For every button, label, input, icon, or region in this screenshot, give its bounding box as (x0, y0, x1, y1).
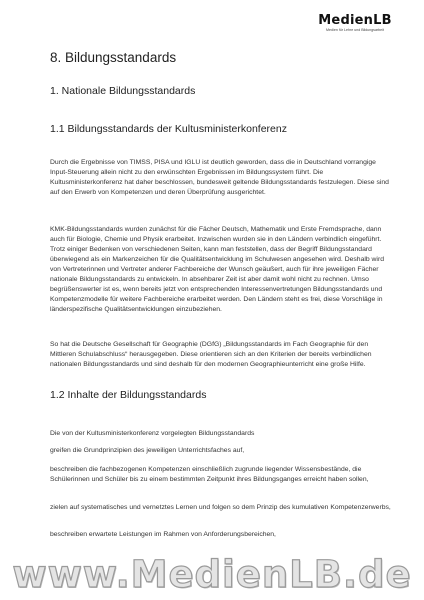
list-item: beschreiben die fachbezogenen Kompetenzen einschließlich zugrunde liegender Wissensbestände, die Schülerinnen und Schüler bis zu einem bestimmten Zeitpunkt ihres Bildungsganges erreicht haben sollen, (50, 466, 369, 483)
list-item: beschreiben erwartete Leistungen im Rahmen von Anforderungsbereichen, (50, 531, 276, 538)
section-heading-kmk: 1.1 Bildungsstandards der Kultusministerkonferenz (50, 123, 287, 135)
paragraph-kmk-standards: KMK-Bildungsstandards wurden zunächst für die Fächer Deutsch, Mathematik und Erste Fremdsprache, dann auch für Biologie, Chemie und Physik erarbeitet. Inzwischen wurden sie in den Ländern verbindlich eingeführt. Trotz einiger Bedenken von verschiedenen Seiten, kann man feststellen, dass der Begriff Bildungsstandard überwiegend als ein Markenzeichen für die Qualitätsentwicklung im Schulwesen angesehen wird. Deshalb wird von Vertreterinnen und Vertreter anderer Fachbereiche der Wunsch geäußert, auch für ihre jeweiligen Fächer nationale Bildungsstandards zu entwickeln. In absehbarer Zeit ist aber damit wohl nicht zu rechnen. Umso begrüßenswerter ist es, wenn bereits jetzt von entsprechenden Interessenvertretungen Bildungsstandards und Kompetenzmodelle für weitere Fachbereiche erarbeitet werden. Den Ländern steht es frei, diese Vorschläge in länderspezifische Qualitätsentwicklungen einzubeziehen. (50, 226, 384, 313)
paragraph-timss-pisa: Durch die Ergebnisse von TIMSS, PISA und IGLU ist deutlich geworden, dass die in Deutschland vorrangige Input-Steuerung allein nicht zu den erwünschten Ergebnissen im Bildungssystem führt. Die Kultusministerkonferenz hat daher beschlossen, bundesweit geltende Bildungsstandards festzulegen. Diese sind auf den Erwerb von Kompetenzen und deren Überprüfung ausgerichtet. (50, 159, 389, 196)
list-item: zielen auf systematisches und vernetztes Lernen und folgen so dem Prinzip des kumulativen Kompetenzerwerbs, (50, 504, 391, 511)
list-item: greifen die Grundprinzipien des jeweiligen Unterrichtsfaches auf, (50, 447, 245, 454)
paragraph-dgfg: So hat die Deutsche Gesellschaft für Geographie (DGfG) „Bildungsstandards im Fach Geographie für den Mittleren Schulabschluss“ herausgegeben. Diese orientieren sich an den Kriterien der bereits verbindlichen nationalen Bildungsstandards und sind deshalb für den modernen Geographieunterricht eine große Hilfe. (50, 341, 372, 368)
logo-text: MedienLB (318, 13, 392, 28)
section-heading-national: 1. Nationale Bildungsstandards (50, 85, 196, 97)
logo-subtitle: Medien für Lehre und Bildungsarbeit (326, 28, 384, 32)
chapter-heading: 8. Bildungsstandards (50, 50, 177, 65)
watermark-url: www.MedienLB.de (12, 553, 412, 596)
medienlb-logo (308, 14, 402, 33)
section-heading-inhalte: 1.2 Inhalte der Bildungsstandards (50, 389, 207, 401)
list-intro: Die von der Kultusministerkonferenz vorgelegten Bildungsstandards (50, 430, 255, 437)
